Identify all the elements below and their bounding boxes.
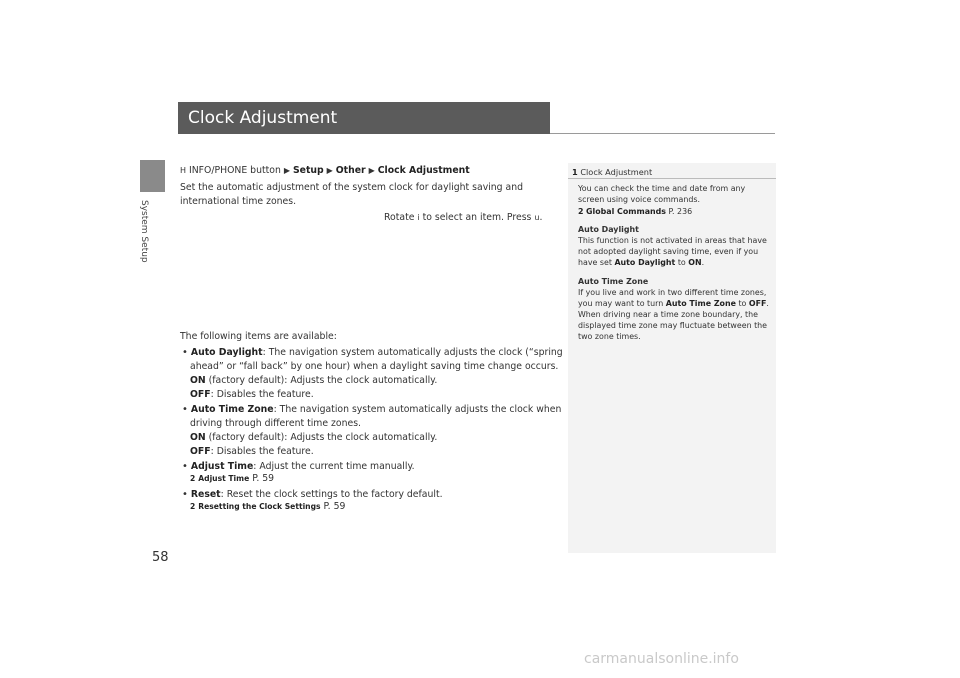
note-text: you may want to turn Auto Time Zone to OFF.: [578, 299, 769, 308]
section-tab: [140, 160, 165, 192]
list-item: • Auto Daylight: The navigation system automatically adjusts the clock (“spring: [182, 347, 563, 358]
note-text: This function is not activated in areas that have: [578, 236, 767, 245]
reference-icon: 2: [190, 502, 196, 511]
option-off: OFF: Disables the feature.: [190, 389, 314, 400]
intro-line: Set the automatic adjustment of the system clock for daylight saving and: [180, 182, 524, 193]
list-item-cont: ahead” or “fall back” by one hour) when a daylight saving time change occurs.: [190, 361, 559, 372]
watermark: carmanualsonline.info: [584, 651, 739, 667]
reference-icon: 2: [190, 474, 196, 483]
list-item: • Adjust Time: Adjust the current time manually.: [182, 461, 415, 472]
note-icon: 1: [572, 167, 578, 177]
cross-reference-link[interactable]: 2 Resetting the Clock Settings P. 59: [190, 501, 346, 512]
bullet-icon: •: [182, 489, 188, 500]
arrow-right-icon: ▶: [368, 166, 375, 175]
note-heading: Auto Daylight: [578, 225, 639, 234]
note-text: You can check the time and date from any: [578, 184, 746, 193]
cross-reference-link[interactable]: 2 Global Commands P. 236: [578, 207, 693, 216]
nav-step: Setup: [292, 165, 324, 176]
intro-line: international time zones.: [180, 196, 297, 207]
bullet-icon: •: [182, 461, 188, 472]
option-on: ON (factory default): Adjusts the clock automatically.: [190, 375, 438, 386]
section-tab-label: System Setup: [139, 200, 149, 263]
nav-step: Other: [335, 165, 366, 176]
note-title: 1 Clock Adjustment: [572, 167, 653, 177]
note-heading: Auto Time Zone: [578, 277, 649, 286]
arrow-right-icon: ▶: [283, 166, 290, 175]
home-icon: H: [180, 166, 187, 175]
nav-path: [180, 164, 470, 178]
note-text: displayed time zone may fluctuate between the: [578, 321, 768, 330]
press-icon: u: [534, 213, 540, 222]
nav-button-label: INFO/PHONE button: [188, 165, 281, 176]
note-text: not adopted daylight saving time, even if you: [578, 247, 759, 256]
dial-icon: i: [417, 213, 420, 222]
list-item: • Auto Time Zone: The navigation system automatically adjusts the clock when: [182, 404, 562, 415]
note-text: If you live and work in two different time zones,: [578, 288, 767, 297]
note-divider: [568, 178, 776, 179]
note-panel: [568, 163, 776, 553]
page-title: Clock Adjustment: [188, 108, 338, 128]
note-text: When driving near a time zone boundary, the: [578, 310, 759, 319]
nav-step: Clock Adjustment: [377, 165, 470, 176]
arrow-right-icon: ▶: [326, 166, 333, 175]
note-text: two zone times.: [578, 332, 641, 341]
header-divider: [550, 133, 775, 134]
list-item-cont: driving through different time zones.: [190, 418, 362, 429]
option-off: OFF: Disables the feature.: [190, 446, 314, 457]
page-number: 58: [152, 550, 169, 565]
list-item: • Reset: Reset the clock settings to the factory default.: [182, 489, 443, 500]
note-text: have set Auto Daylight to ON.: [578, 258, 705, 267]
instruction: Rotate i to select an item. Press u.: [384, 212, 543, 223]
note-text: screen using voice commands.: [578, 195, 700, 204]
items-intro: The following items are available:: [180, 331, 337, 342]
bullet-icon: •: [182, 404, 188, 415]
bullet-icon: •: [182, 347, 188, 358]
cross-reference-link[interactable]: 2 Adjust Time P. 59: [190, 473, 275, 484]
option-on: ON (factory default): Adjusts the clock automatically.: [190, 432, 438, 443]
reference-icon: 2: [578, 207, 584, 216]
